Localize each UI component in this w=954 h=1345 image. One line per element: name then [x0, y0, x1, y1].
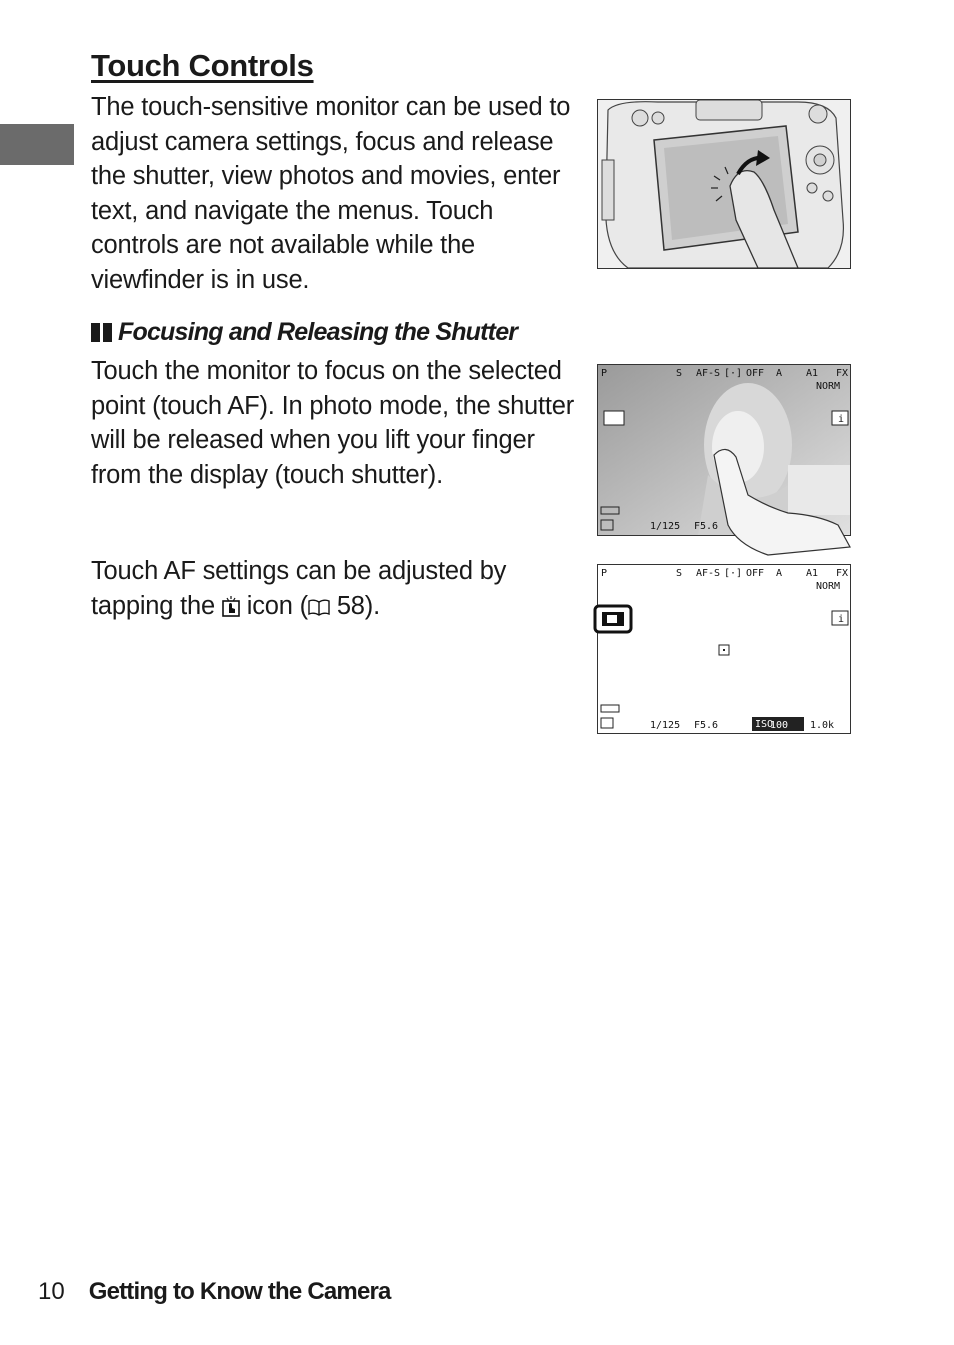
- touch-af-settings-paragraph: [91, 554, 581, 623]
- svg-text:FX: FX: [836, 368, 849, 379]
- svg-text:A1: A1: [806, 568, 819, 579]
- svg-text:A1: A1: [806, 368, 819, 379]
- page-number: 10: [38, 1278, 65, 1305]
- svg-text:NORM: NORM: [816, 381, 841, 392]
- svg-text:P: P: [601, 568, 608, 579]
- svg-text:F5.6: F5.6: [694, 720, 719, 731]
- svg-text:OFF: OFF: [746, 368, 765, 379]
- svg-text:FX: FX: [836, 568, 849, 579]
- svg-text:[·]: [·]: [724, 568, 743, 579]
- svg-text:S: S: [676, 568, 683, 579]
- chapter-tab: [0, 124, 74, 165]
- settings-text-before: Touch AF settings can be adjusted by tapping the: [91, 557, 507, 620]
- svg-text:100: 100: [770, 720, 789, 731]
- svg-text:i: i: [838, 614, 845, 625]
- settings-page-ref: 58).: [336, 591, 380, 620]
- live-view-screen-illustration: [597, 564, 851, 734]
- touch-af-paragraph: Touch the monitor to focus on the selected point (touch AF). In photo mode, the shutter will be released when you lift your finger from the display (touch shutter).: [91, 357, 575, 489]
- svg-text:S: S: [676, 368, 683, 379]
- subheading-text: Focusing and Releasing the Shutter: [118, 318, 518, 346]
- svg-text:OFF: OFF: [746, 568, 765, 579]
- touch-af-icon: [222, 595, 240, 617]
- svg-text:i: i: [838, 414, 845, 425]
- section-subheading: [91, 318, 517, 347]
- svg-text:[·]: [·]: [724, 368, 743, 379]
- svg-text:A: A: [776, 368, 783, 379]
- intro-paragraph: The touch-sensitive monitor can be used to adjust camera settings, focus and release the shutter, view photos and movies, enter text, and navigate the menus. Touch controls are not available while the viewfinder is in use.: [91, 93, 571, 294]
- svg-text:ISO: ISO: [755, 719, 774, 730]
- section-marker-icon: [91, 323, 112, 342]
- svg-text:1/125: 1/125: [650, 720, 681, 731]
- svg-text:AF-S: AF-S: [696, 368, 721, 379]
- book-icon: [308, 598, 330, 616]
- settings-text-middle: icon (: [246, 591, 308, 620]
- svg-text:F5.6: F5.6: [694, 521, 719, 532]
- footer-section-title: Getting to Know the Camera: [88, 1278, 391, 1305]
- svg-text:1/125: 1/125: [650, 521, 681, 532]
- page-title: Touch Controls: [91, 48, 314, 83]
- touch-af-screen-illustration: [597, 364, 851, 536]
- svg-text:A: A: [776, 568, 783, 579]
- svg-text:1.0k: 1.0k: [810, 720, 835, 731]
- svg-text:AF-S: AF-S: [696, 568, 721, 579]
- page-footer: [38, 1278, 391, 1306]
- shooting-mode: P: [601, 368, 608, 379]
- svg-text:NORM: NORM: [816, 581, 841, 592]
- camera-touch-illustration: [597, 99, 851, 269]
